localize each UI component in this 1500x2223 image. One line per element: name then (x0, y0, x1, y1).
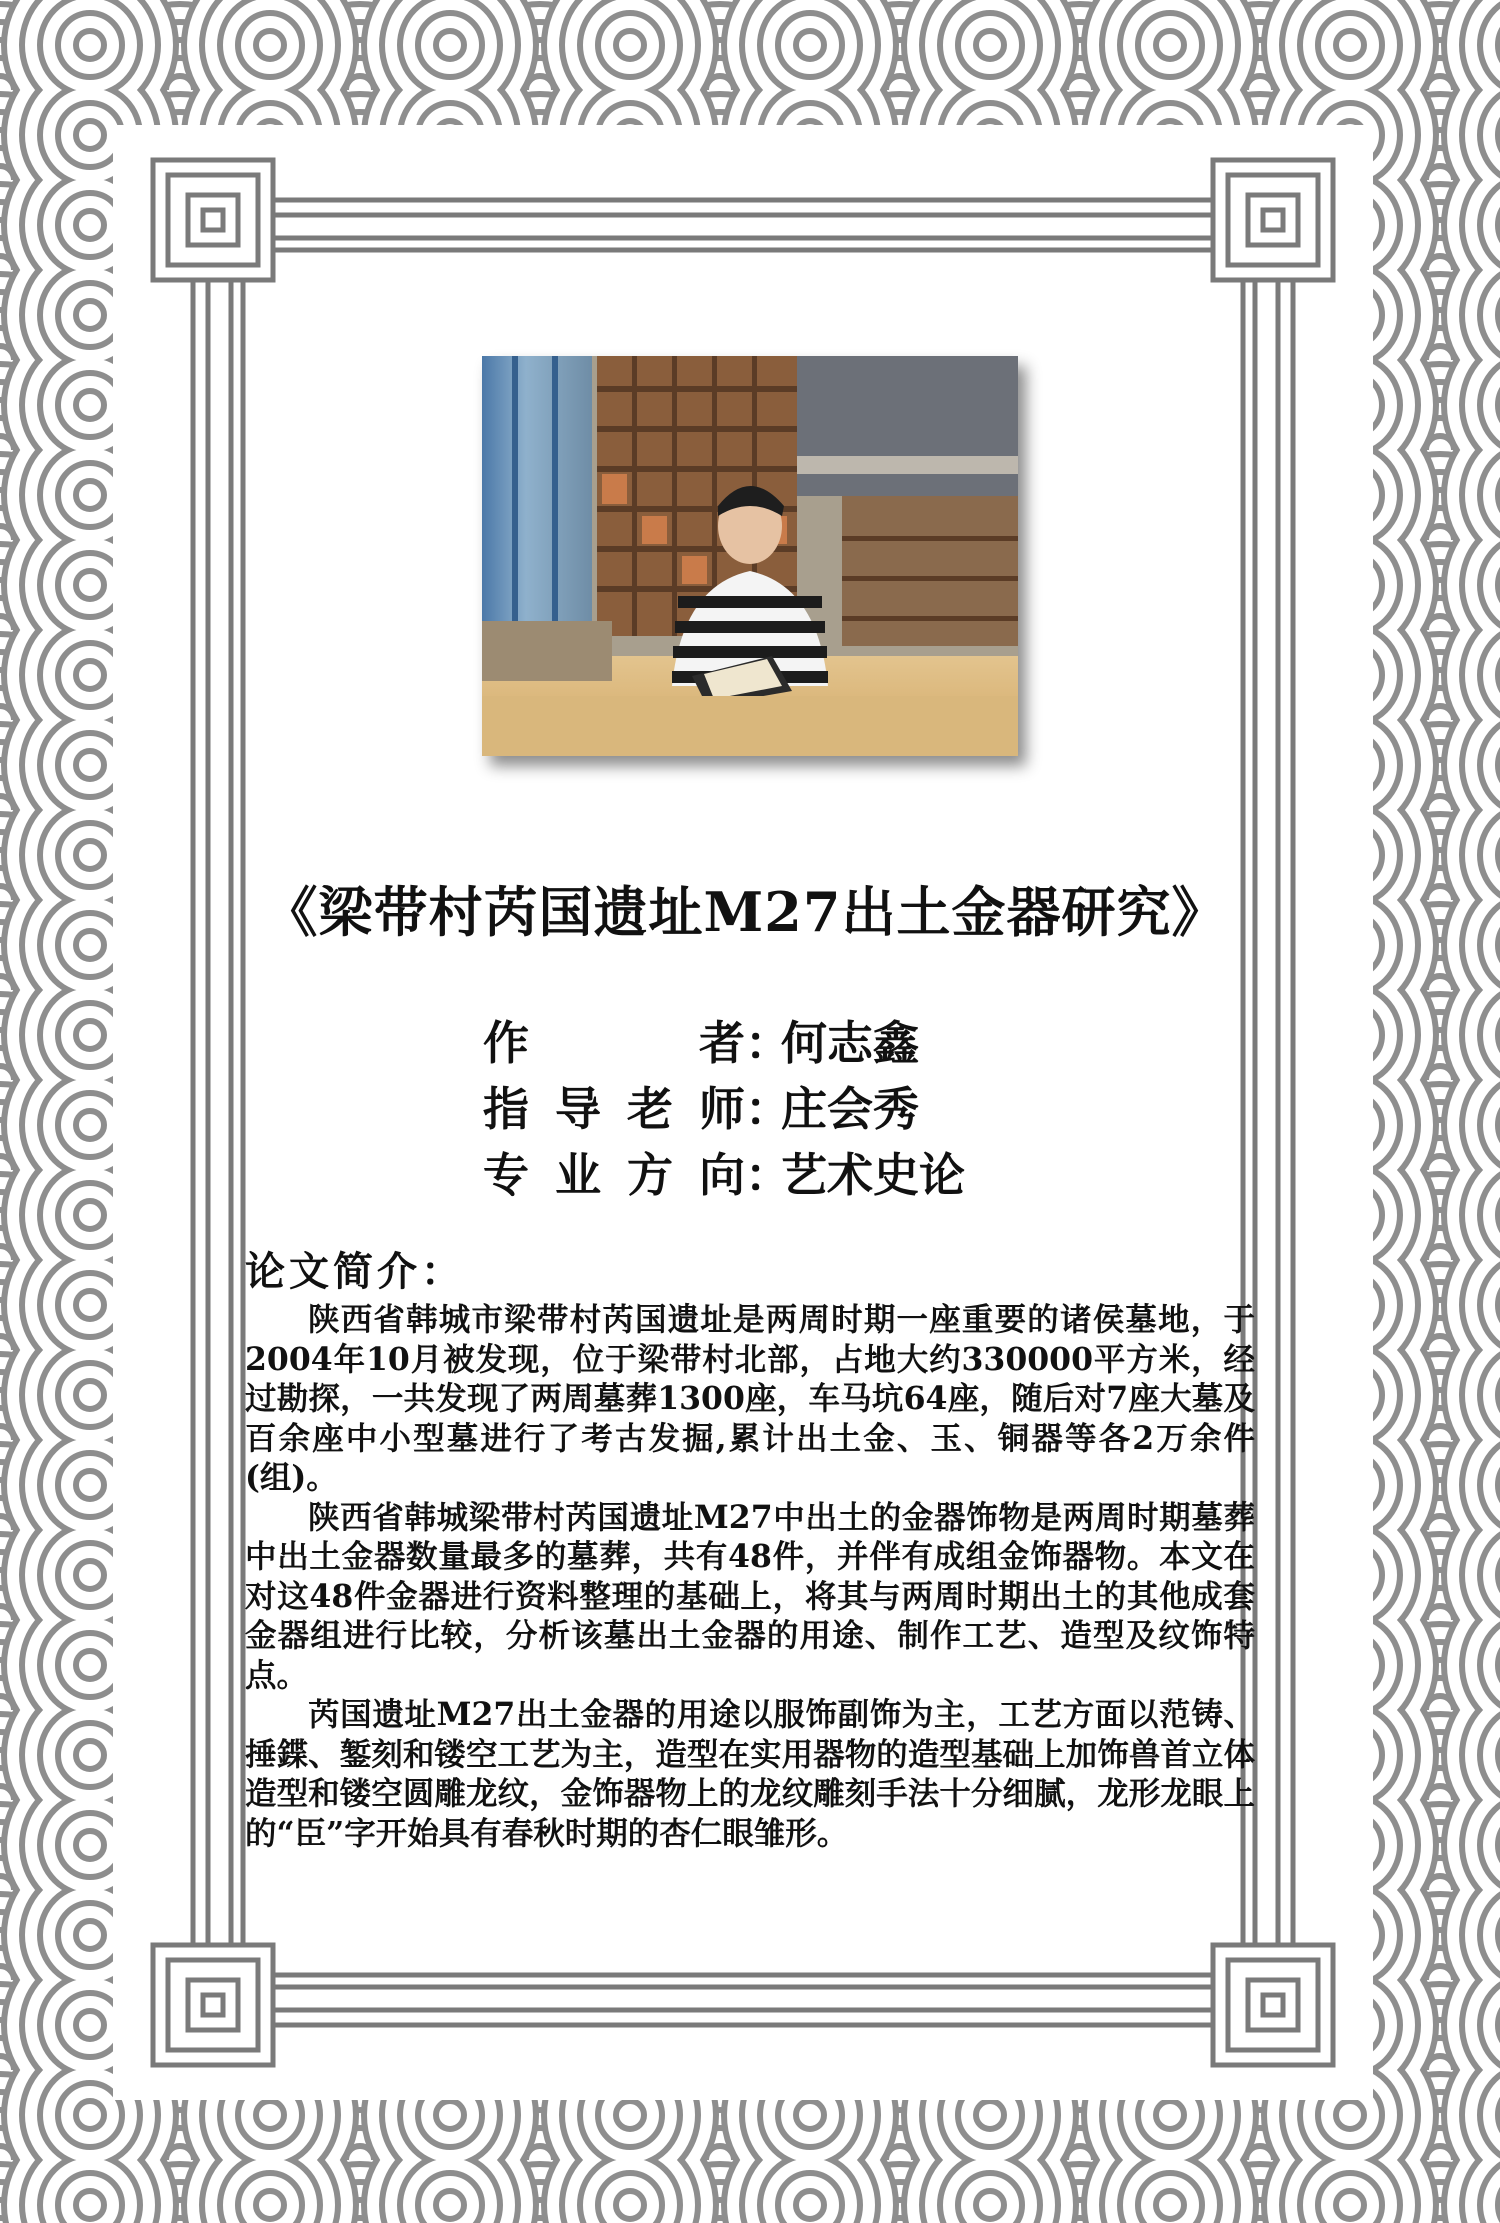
author-info (483, 1010, 965, 1208)
info-value-advisor: 庄会秀 (781, 1082, 919, 1136)
info-row-advisor (483, 1076, 965, 1142)
abstract-paragraph-1: 陕西省韩城市梁带村芮国遗址是两周时期一座重要的诸侯墓地，于2004年10月被发现，位于梁带村北部，占地大约330000平方米，经过勘探，一共发现了两周墓葬1300座，车马坑64座，随后对7座大墓及百余座中小型墓进行了考古发掘,累计出土金、玉、铜器等各2万余件(组)。 (245, 1301, 1255, 1496)
info-colon: ： (745, 1148, 791, 1202)
info-value-major: 艺术史论 (781, 1148, 965, 1202)
thesis-title: 《梁带村芮国遗址M27出土金器研究》 (263, 880, 1227, 944)
info-label-author: 作 者 (483, 1016, 745, 1070)
info-value-author: 何志鑫 (781, 1016, 919, 1070)
info-label-major: 专 业 方 向 (483, 1148, 745, 1202)
info-row-major (483, 1142, 965, 1208)
info-colon: ： (745, 1016, 791, 1070)
abstract-paragraph-3: 芮国遗址M27出土金器的用途以服饰副饰为主，工艺方面以范铸、捶鍱、錾刻和镂空工艺为主，造型在实用器物的造型基础上加饰兽首立体造型和镂空圆雕龙纹，金饰器物上的龙纹雕刻手法十分细腻，龙形龙眼上的“臣”字开始具有春秋时期的杏仁眼雏形。 (245, 1696, 1255, 1852)
abstract-body (245, 1300, 1255, 1853)
info-label-advisor: 指 导 老 师 (483, 1082, 745, 1136)
info-row-author (483, 1010, 965, 1076)
abstract-heading: 论文简介： (245, 1248, 465, 1295)
author-photo (482, 356, 1018, 756)
info-colon: ： (745, 1082, 791, 1136)
abstract-paragraph-2: 陕西省韩城梁带村芮国遗址M27中出土的金器饰物是两周时期墓葬中出土金器数量最多的墓葬，共有48件，并伴有成组金饰器物。本文在对这48件金器进行资料整理的基础上，将其与两周时期出土的其他成套金器组进行比较，分析该墓出土金器的用途、制作工艺、造型及纹饰特点。 (245, 1498, 1255, 1694)
